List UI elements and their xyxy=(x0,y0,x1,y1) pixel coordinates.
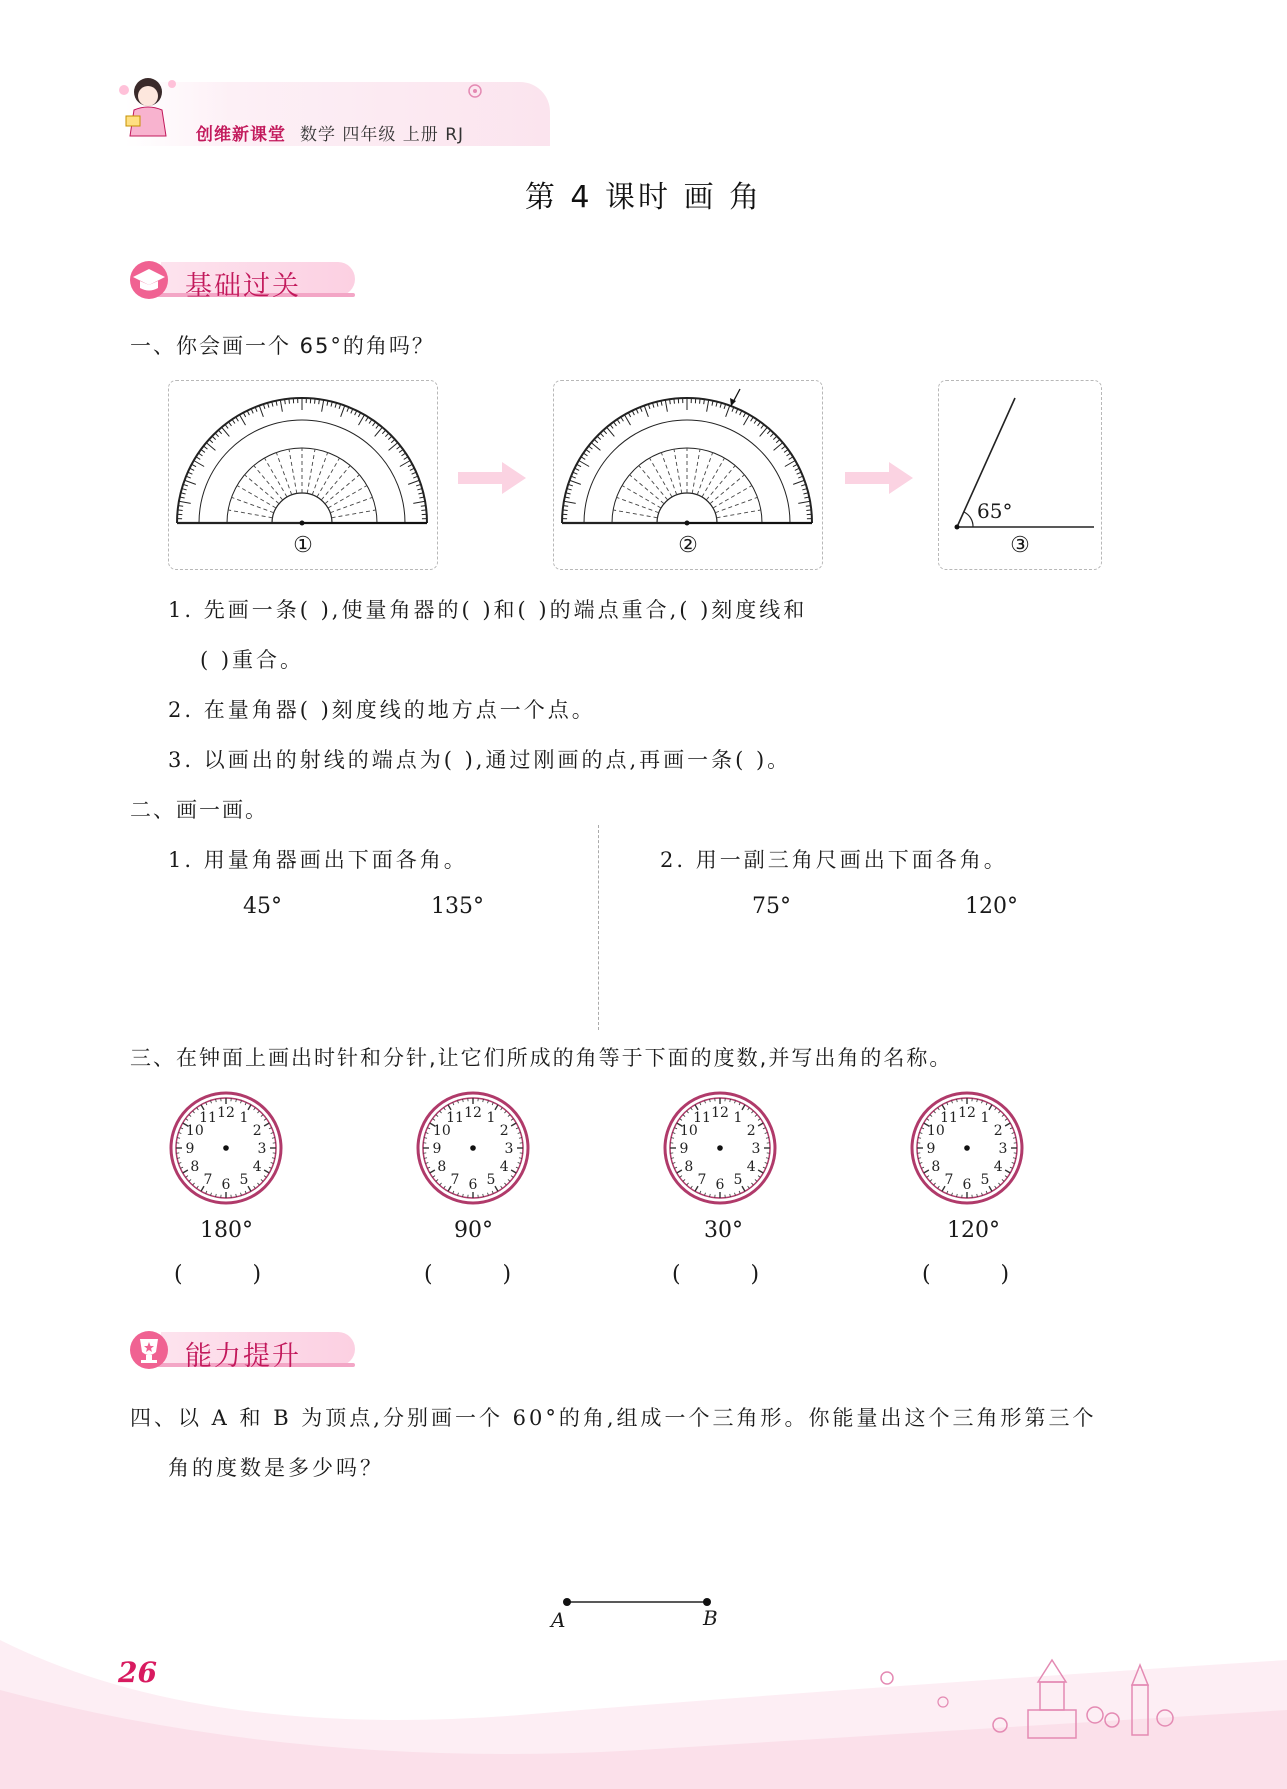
flower-icon xyxy=(465,82,485,100)
page-title: 第 4 课时 画 角 xyxy=(524,180,763,215)
clock-numeral: 3 xyxy=(504,1141,514,1157)
protractor-tick xyxy=(212,436,216,439)
protractor-tick xyxy=(259,406,263,417)
protractor-tick xyxy=(581,457,585,460)
clock-numeral: 5 xyxy=(733,1172,743,1189)
protractor-tick xyxy=(268,403,269,408)
protractor-tick xyxy=(240,415,246,425)
protractor-tick xyxy=(798,501,810,503)
protractor-ray xyxy=(717,510,761,518)
protractor-tick xyxy=(621,417,624,421)
protractor-tick xyxy=(319,399,320,404)
clock-numeral: 11 xyxy=(693,1109,711,1126)
protractor-ray xyxy=(613,510,657,518)
clock-numeral: 10 xyxy=(679,1123,698,1139)
clock-numeral: 10 xyxy=(432,1123,451,1139)
figure-1-box xyxy=(168,380,438,570)
clock-numeral: 4 xyxy=(746,1159,756,1175)
protractor-tick xyxy=(567,489,572,490)
angle-120: 120° xyxy=(965,894,1018,919)
protractor-tick xyxy=(806,506,811,507)
clock-numeral: 5 xyxy=(486,1172,496,1189)
protractor-ray xyxy=(702,458,725,497)
clock-center-dot xyxy=(717,1145,723,1151)
clock-numeral: 8 xyxy=(437,1159,447,1175)
question-1-prompt: 一、你会画一个 65°的角吗？ xyxy=(130,334,435,358)
clock-numeral: 3 xyxy=(998,1141,1008,1157)
protractor-tick xyxy=(797,472,802,474)
protractor-tick xyxy=(751,417,754,421)
angle-65-graphic xyxy=(939,381,1101,531)
girl-mascot-icon xyxy=(112,70,182,150)
protractor-ray xyxy=(289,449,297,493)
protractor-tick xyxy=(740,411,742,415)
protractor-tick xyxy=(625,415,631,425)
clock-numeral: 4 xyxy=(499,1159,509,1175)
question-4-line-2: 角的度数是多少吗？ xyxy=(168,1456,384,1480)
clock-numeral: 10 xyxy=(926,1123,945,1139)
clock-center-dot xyxy=(223,1145,229,1151)
protractor-tick xyxy=(243,413,245,417)
step-3: 3. 以画出的射线的端点为( ),通过刚画的点,再画一条( )。 xyxy=(168,748,792,772)
protractor-tick xyxy=(583,453,587,456)
protractor-tick xyxy=(563,506,568,507)
clock-numeral: 12 xyxy=(711,1105,729,1121)
protractor-tick xyxy=(564,501,576,503)
clock-numeral: 7 xyxy=(697,1172,707,1189)
clock-numeral: 1 xyxy=(239,1109,249,1126)
protractor-tick xyxy=(399,450,403,453)
clock-icon xyxy=(662,1090,778,1206)
protractor-tick xyxy=(670,399,671,404)
protractor-tick xyxy=(586,450,590,453)
protractor-tick xyxy=(653,403,654,408)
protractor-tick xyxy=(215,433,218,437)
clock-numeral: 7 xyxy=(450,1172,460,1189)
protractor-tick xyxy=(182,489,187,490)
protractor-tick xyxy=(225,424,228,428)
protractor-tick xyxy=(188,472,193,474)
protractor-tick xyxy=(789,457,793,460)
point-b-label: B xyxy=(703,1606,718,1630)
protractor-tick xyxy=(665,400,667,412)
protractor-tick xyxy=(744,415,750,425)
protractor-tick xyxy=(597,436,601,439)
protractor-tick xyxy=(375,427,383,436)
protractor-tick xyxy=(355,411,357,415)
clock-numeral: 4 xyxy=(252,1159,262,1175)
protractor-tick xyxy=(782,446,786,449)
protractor-tick xyxy=(607,427,615,436)
clock-numeral: 11 xyxy=(199,1109,217,1126)
protractor-tick xyxy=(617,419,620,423)
protractor-tick xyxy=(401,453,405,456)
protractor-tick xyxy=(806,510,811,511)
protractor-tick xyxy=(700,399,701,404)
clock-numeral: 2 xyxy=(746,1123,756,1139)
clock-numeral: 2 xyxy=(993,1123,1003,1139)
clock-face-4[interactable] xyxy=(909,1090,1025,1210)
clock-2-degree: 90° xyxy=(454,1218,493,1243)
clock-numeral: 1 xyxy=(486,1109,496,1126)
protractor-tick xyxy=(382,430,385,434)
clock-numeral: 3 xyxy=(751,1141,761,1157)
protractor-tick xyxy=(417,489,422,490)
protractor-tick xyxy=(185,480,196,484)
protractor-ray xyxy=(661,453,676,495)
protractor-tick xyxy=(761,424,764,428)
protractor-ray xyxy=(317,458,340,497)
protractor-tick xyxy=(203,446,207,449)
angle-45: 45° xyxy=(243,894,282,919)
protractor-tick xyxy=(404,457,408,460)
protractor-tick xyxy=(563,510,568,511)
angle-label-65: 65° xyxy=(977,499,1013,523)
protractor-tick xyxy=(577,464,581,466)
protractor-tick xyxy=(389,443,398,451)
protractor-tick xyxy=(413,501,425,503)
clock-numeral: 9 xyxy=(679,1141,689,1157)
protractor-tick xyxy=(251,409,253,414)
clock-4-answer[interactable]: ( ) xyxy=(922,1262,1010,1287)
protractor-tick xyxy=(178,510,183,511)
protractor-tick xyxy=(366,417,369,421)
protractor-tick xyxy=(793,480,804,484)
question-2-left-instruction: 1. 用量角器画出下面各角。 xyxy=(168,848,468,872)
arrow-right-icon xyxy=(458,460,526,496)
protractor-tick xyxy=(400,461,410,467)
header-subtitle: 数学 四年级 上册 RJ xyxy=(300,125,465,145)
protractor-ray xyxy=(697,453,712,495)
question-3-prompt: 三、在钟面上画出时针和分针,让它们所成的角等于下面的度数,并写出角的名称。 xyxy=(130,1046,953,1070)
protractor-ray xyxy=(713,486,752,509)
figure-2-box xyxy=(553,380,823,570)
clock-numeral: 8 xyxy=(931,1159,941,1175)
protractor-tick xyxy=(594,439,598,442)
protractor-ray xyxy=(622,486,661,509)
protractor-tick xyxy=(232,419,235,423)
protractor-tick xyxy=(421,510,426,511)
protractor-tick xyxy=(201,450,205,453)
protractor-tick xyxy=(222,427,230,436)
protractor-tick xyxy=(736,409,738,414)
protractor-tick xyxy=(408,464,412,466)
protractor-ray xyxy=(307,449,315,493)
protractor-tick xyxy=(579,461,589,467)
step-2: 2. 在量角器( )刻度线的地方点一个点。 xyxy=(168,698,596,722)
protractor-tick xyxy=(726,406,730,417)
figure-3-box xyxy=(938,380,1102,570)
clock-numeral: 8 xyxy=(190,1159,200,1175)
protractor-tick xyxy=(570,480,581,484)
arrow-right-icon xyxy=(845,460,913,496)
protractor-tick xyxy=(770,433,773,437)
graduation-cap-icon xyxy=(125,258,173,300)
protractor-tick xyxy=(760,427,768,436)
protractor-ray xyxy=(330,497,372,512)
step-1-line-2: ( )重合。 xyxy=(200,648,305,672)
protractor-tick xyxy=(280,400,282,412)
protractor-tick xyxy=(421,506,426,507)
protractor-ray xyxy=(276,453,291,495)
protractor-tick xyxy=(178,506,183,507)
protractor-tick xyxy=(674,399,675,404)
protractor-tick xyxy=(767,430,770,434)
clock-numeral: 6 xyxy=(221,1177,231,1193)
protractor-ray xyxy=(650,458,673,497)
section-badge-advanced xyxy=(125,1328,365,1372)
clock-icon xyxy=(168,1090,284,1206)
clock-numeral: 11 xyxy=(940,1109,958,1126)
protractor-tick xyxy=(218,430,221,434)
section-divider xyxy=(598,825,599,1030)
clock-icon xyxy=(415,1090,531,1206)
angle-75: 75° xyxy=(752,894,791,919)
clock-3-answer[interactable]: ( ) xyxy=(672,1262,760,1287)
protractor-tick xyxy=(707,400,709,412)
protractor-tick xyxy=(588,446,592,449)
protractor-tick xyxy=(600,433,603,437)
clock-numeral: 9 xyxy=(185,1141,195,1157)
clock-center-dot xyxy=(470,1145,476,1151)
protractor-tick xyxy=(785,461,795,467)
protractor-tick xyxy=(229,422,232,426)
clock-1-degree: 180° xyxy=(200,1218,253,1243)
protractor-tick xyxy=(179,501,191,503)
protractor-tick xyxy=(198,453,202,456)
protractor-tick xyxy=(351,409,353,414)
clock-3-degree: 30° xyxy=(704,1218,743,1243)
protractor-tick xyxy=(786,453,790,456)
protractor-tick xyxy=(793,464,797,466)
clock-numeral: 7 xyxy=(944,1172,954,1189)
protractor-tick xyxy=(385,433,388,437)
clock-numeral: 1 xyxy=(980,1109,990,1126)
protractor-ray xyxy=(265,458,288,497)
protractor-tick xyxy=(754,419,757,423)
protractor-tick xyxy=(610,424,613,428)
protractor-tick xyxy=(773,436,777,439)
clock-numeral: 3 xyxy=(257,1141,267,1157)
figure-1-number: ① xyxy=(293,533,313,558)
protractor-ray xyxy=(332,510,376,518)
clock-1-answer[interactable]: ( ) xyxy=(174,1262,262,1287)
clock-numeral: 9 xyxy=(926,1141,936,1157)
protractor-tick xyxy=(632,411,634,415)
section-label-basic: 基础过关 xyxy=(185,271,301,302)
clock-2-answer[interactable]: ( ) xyxy=(424,1262,512,1287)
point-a-label: A xyxy=(551,1608,566,1632)
protractor-tick xyxy=(704,399,705,404)
protractor-1-graphic xyxy=(169,381,437,531)
clock-numeral: 9 xyxy=(432,1141,442,1157)
protractor-tick xyxy=(289,399,290,404)
protractor-tick xyxy=(614,422,617,426)
protractor-tick xyxy=(388,436,392,439)
protractor-tick xyxy=(397,446,401,449)
protractor-tick xyxy=(192,464,196,466)
clock-numeral: 6 xyxy=(468,1177,478,1193)
protractor-ray xyxy=(328,486,367,509)
protractor-tick xyxy=(285,399,286,404)
figure-2-number: ② xyxy=(678,533,698,558)
clock-numeral: 4 xyxy=(993,1159,1003,1175)
protractor-tick xyxy=(358,413,360,417)
clock-numeral: 1 xyxy=(733,1109,743,1126)
clock-numeral: 5 xyxy=(980,1172,990,1189)
clock-numeral: 10 xyxy=(185,1123,204,1139)
protractor-ray xyxy=(228,510,272,518)
protractor-tick xyxy=(206,443,215,451)
flower-icon xyxy=(874,1668,900,1688)
castle-icon xyxy=(980,1640,1180,1740)
clock-numeral: 11 xyxy=(446,1109,464,1126)
protractor-ray xyxy=(692,449,700,493)
page-number: 26 xyxy=(118,1656,157,1689)
protractor-tick xyxy=(376,424,379,428)
protractor-tick xyxy=(391,439,395,442)
protractor-tick xyxy=(743,413,745,417)
question-2-prompt: 二、画一画。 xyxy=(130,798,268,822)
protractor-tick xyxy=(575,468,579,470)
protractor-tick xyxy=(408,480,419,484)
protractor-tick xyxy=(322,400,324,412)
protractor-tick xyxy=(341,406,345,417)
question-2-right-instruction: 2. 用一副三角尺画出下面各角。 xyxy=(660,848,1008,872)
clock-numeral: 6 xyxy=(715,1177,725,1193)
protractor-tick xyxy=(359,415,365,425)
protractor-ray xyxy=(312,453,327,495)
flower-icon xyxy=(934,1694,952,1710)
clock-numeral: 2 xyxy=(252,1123,262,1139)
clock-numeral: 6 xyxy=(962,1177,972,1193)
clock-icon xyxy=(909,1090,1025,1206)
section-label-advanced: 能力提升 xyxy=(185,1341,301,1372)
protractor-tick xyxy=(247,411,249,415)
clock-numeral: 8 xyxy=(684,1159,694,1175)
protractor-ray xyxy=(715,497,757,512)
protractor-tick xyxy=(209,439,213,442)
protractor-tick xyxy=(410,468,414,470)
figure-3-number: ③ xyxy=(1010,533,1030,558)
protractor-tick xyxy=(795,468,799,470)
clock-face-3[interactable] xyxy=(662,1090,778,1210)
protractor-tick xyxy=(194,461,204,467)
protractor-tick xyxy=(373,422,376,426)
protractor-ray xyxy=(617,497,659,512)
angle-135: 135° xyxy=(431,894,484,919)
protractor-tick xyxy=(784,450,788,453)
protractor-tick xyxy=(776,439,780,442)
step-1-line-1: 1. 先画一条( ),使量角器的( )和( )的端点重合,( )刻度线和 xyxy=(168,598,808,622)
question-4-line-1: 四、以 A 和 B 为顶点,分别画一个 60°的角,组成一个三角形。你能量出这个三角形第三个 xyxy=(130,1406,1097,1430)
protractor-tick xyxy=(636,409,638,414)
protractor-ray xyxy=(237,486,276,509)
protractor-tick xyxy=(802,489,807,490)
clock-numeral: 7 xyxy=(203,1172,213,1189)
protractor-tick xyxy=(720,403,721,408)
clock-numeral: 5 xyxy=(239,1172,249,1189)
clock-numeral: 12 xyxy=(464,1105,482,1121)
clock-face-1[interactable] xyxy=(168,1090,284,1210)
protractor-tick xyxy=(369,419,372,423)
protractor-tick xyxy=(758,422,761,426)
trophy-icon xyxy=(125,1328,173,1370)
section-badge-basic xyxy=(125,258,365,302)
protractor-ray xyxy=(674,449,682,493)
clock-numeral: 12 xyxy=(217,1105,235,1121)
protractor-tick xyxy=(774,443,783,451)
protractor-tick xyxy=(190,468,194,470)
segment-ab[interactable] xyxy=(555,1590,725,1620)
protractor-2-graphic xyxy=(554,381,822,531)
protractor-tick xyxy=(603,430,606,434)
protractor-tick xyxy=(196,457,200,460)
clock-center-dot xyxy=(964,1145,970,1151)
protractor-tick xyxy=(628,413,630,417)
protractor-tick xyxy=(644,406,648,417)
protractor-tick xyxy=(591,443,600,451)
protractor-ray xyxy=(232,497,274,512)
clock-face-2[interactable] xyxy=(415,1090,531,1210)
protractor-tick xyxy=(412,472,417,474)
clock-numeral: 12 xyxy=(958,1105,976,1121)
protractor-tick xyxy=(315,399,316,404)
protractor-tick xyxy=(335,403,336,408)
protractor-tick xyxy=(573,472,578,474)
header-brand: 创维新课堂 数学 四年级 上册 RJ xyxy=(196,125,465,145)
protractor-tick xyxy=(236,417,239,421)
clock-numeral: 2 xyxy=(499,1123,509,1139)
clock-4-degree: 120° xyxy=(947,1218,1000,1243)
